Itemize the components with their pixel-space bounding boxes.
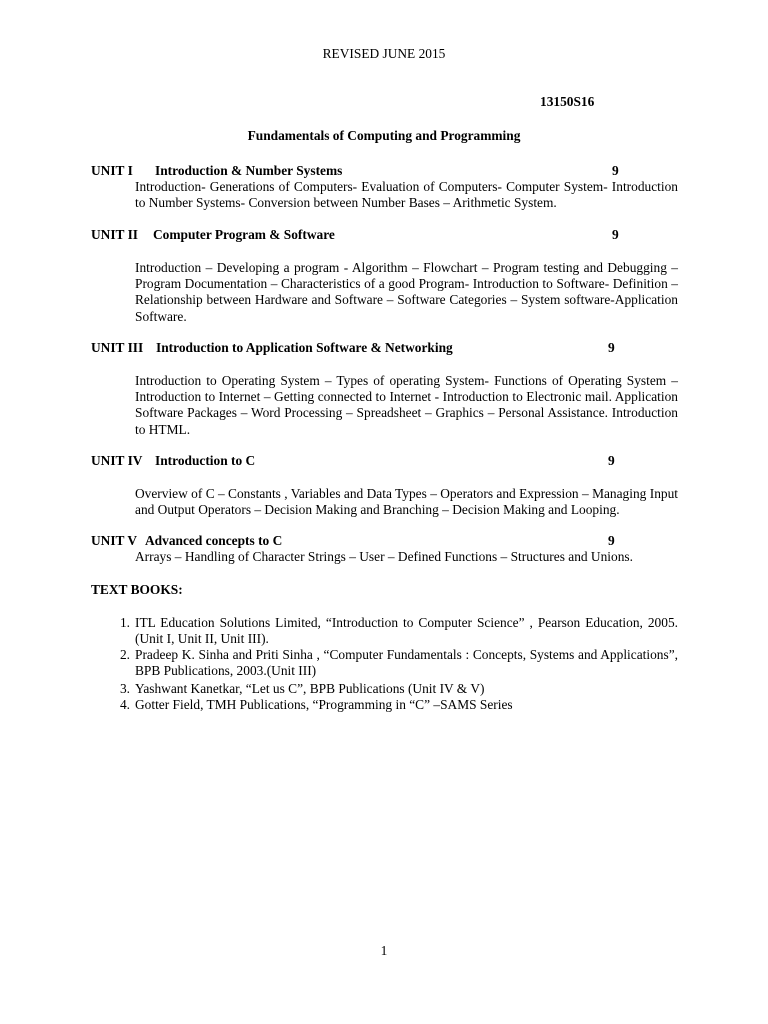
unit-3-description: Introduction to Operating System – Types of operating System- Functions of Operating System – Introduction to Internet – Getting connected to Internet - Introduction to Electronic mail. Application Software Packages – Word Processing – Spreadsheet – Graphics – Personal Assistance. Introduction to HTML. — [135, 373, 678, 437]
textbook-citation: Gotter Field, TMH Publications, “Programming in “C” –SAMS Series — [135, 697, 513, 712]
textbook-number: 2. — [119, 647, 130, 662]
unit-title: Computer Program & Software — [153, 227, 335, 242]
textbook-number: 1. — [119, 615, 130, 630]
unit-label: UNIT III — [91, 340, 144, 355]
textbook-item — [112, 647, 678, 679]
unit-3-heading — [91, 340, 631, 356]
unit-2-description: Introduction – Developing a program - Algorithm – Flowchart – Program testing and Debugging – Program Documentation – Characteristics of a good Program- Introduction to Software- Definition – Relationship between Hardware and Software – Software Categories – System software-Application Software. — [135, 260, 678, 324]
unit-4-heading — [91, 453, 631, 469]
textbook-citation: Yashwant Kanetkar, “Let us C”, BPB Publications (Unit IV & V) — [135, 681, 485, 696]
unit-4-description: Overview of C – Constants , Variables and Data Types – Operators and Expression – Managing Input and Output Operators – Decision Making and Branching – Decision Making and Looping. — [135, 486, 678, 518]
textbook-number: 3. — [119, 681, 130, 696]
unit-1-description: Introduction- Generations of Computers- Evaluation of Computers- Computer System- Introduction to Number Systems- Conversion between Number Bases – Arithmetic System. — [135, 179, 678, 211]
textbooks-heading: TEXT BOOKS: — [91, 582, 183, 597]
unit-label: UNIT V — [91, 533, 138, 548]
textbook-item — [112, 697, 678, 713]
course-code: 13150S16 — [540, 94, 595, 109]
unit-label: UNIT II — [91, 227, 139, 242]
unit-label: UNIT IV — [91, 453, 143, 468]
course-title: Fundamentals of Computing and Programming — [247, 128, 521, 143]
unit-title: Introduction to C — [155, 453, 256, 468]
textbook-number: 4. — [119, 697, 130, 712]
unit-title: Introduction to Application Software & Networking — [156, 340, 453, 355]
unit-hours: 9 — [612, 227, 619, 242]
unit-hours: 9 — [608, 533, 615, 548]
page-number: 1 — [380, 943, 388, 958]
unit-5-heading — [91, 533, 631, 549]
textbook-citation: ITL Education Solutions Limited, “Introduction to Computer Science” , Pearson Education, 2005.(Unit I, Unit II, Unit III). — [135, 615, 678, 647]
unit-1-heading — [91, 163, 631, 179]
unit-2-heading — [91, 227, 631, 243]
unit-hours: 9 — [608, 453, 615, 468]
unit-5-description: Arrays – Handling of Character Strings – User – Defined Functions – Structures and Unions. — [135, 549, 633, 564]
unit-title: Introduction & Number Systems — [155, 163, 343, 178]
unit-hours: 9 — [608, 340, 615, 355]
textbook-item — [112, 615, 678, 647]
unit-label: UNIT I — [91, 163, 133, 178]
unit-hours: 9 — [612, 163, 619, 178]
textbook-citation: Pradeep K. Sinha and Priti Sinha , “Computer Fundamentals : Concepts, Systems and Applications”, BPB Publications, 2003.(Unit III) — [135, 647, 678, 679]
unit-title: Advanced concepts to C — [145, 533, 283, 548]
textbook-item — [112, 681, 678, 697]
revision-note: REVISED JUNE 2015 — [322, 46, 446, 61]
